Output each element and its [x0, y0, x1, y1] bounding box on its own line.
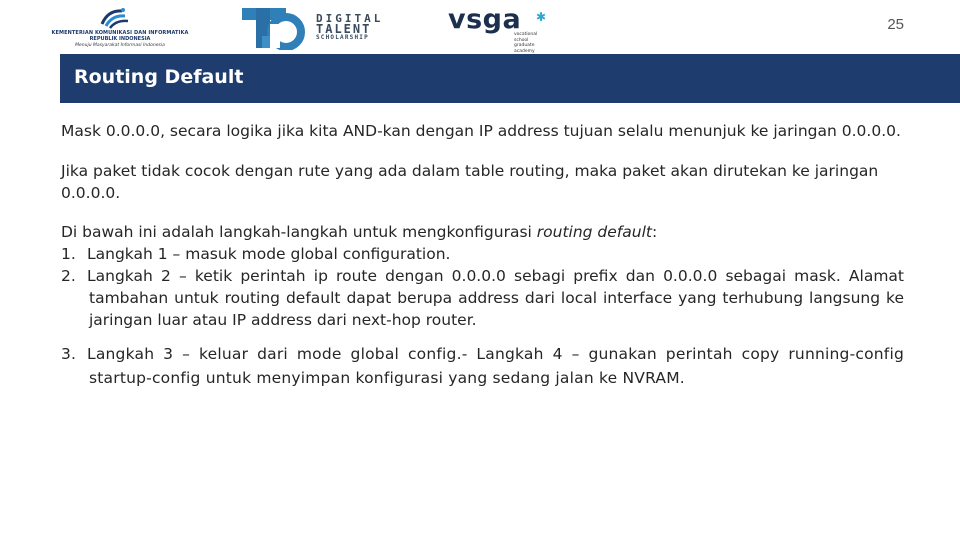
vsga-logo — [448, 4, 558, 54]
kominfo-country: REPUBLIK INDONESIA — [89, 36, 151, 42]
slide-body — [61, 120, 904, 390]
vsga-sub-vocational: vocational — [514, 32, 538, 37]
steps-intro-text: Di bawah ini adalah langkah-langkah untuk mengkonfigurasi — [61, 223, 537, 241]
kominfo-emblem-icon — [98, 6, 130, 30]
logo-header — [0, 0, 960, 54]
vsga-subtitle — [514, 32, 554, 54]
kominfo-name: KEMENTERIAN KOMUNIKASI DAN INFORMATIKA — [51, 30, 189, 36]
steps-intro-term: routing default — [536, 223, 652, 241]
step-2 — [61, 265, 904, 331]
page-number: 25 — [887, 16, 904, 33]
steps-list — [61, 221, 904, 390]
steps-intro — [61, 221, 904, 243]
vsga-wordmark: vsga — [448, 4, 522, 35]
step-3-text: Langkah 3 – keluar dari mode global config.- Langkah 4 – gunakan perintah copy running-config startup-config untuk menyimpan konfigurasi yang sedang jalan ke NVRAM. — [87, 345, 904, 387]
vsga-sub-graduate: graduate — [514, 43, 535, 48]
step-3 — [61, 342, 904, 390]
step-2-number: 2. — [61, 267, 76, 285]
dts-word-scholarship: SCHOLARSHIP — [316, 34, 369, 41]
dts-mark-icon — [240, 6, 308, 50]
vsga-sub-school: school — [514, 37, 529, 43]
title-bar — [60, 54, 960, 103]
paragraph-mask: Mask 0.0.0.0, secara logika jika kita AND-kan dengan IP address tujuan selalu menunjuk ke jaringan 0.0.0.0. — [61, 122, 901, 140]
step-1 — [61, 243, 904, 265]
paragraph-unmatched-packet: Jika paket tidak cocok dengan rute yang ada dalam table routing, maka paket akan dirutekan ke jaringan 0.0.0.0. — [61, 162, 879, 202]
kominfo-tagline: Menuju Masyarakat Informasi Indonesia — [75, 43, 165, 48]
vsga-sub-academy: academy — [514, 48, 535, 54]
step-2-text: Langkah 2 – ketik perintah ip route dengan 0.0.0.0 sebagi prefix dan 0.0.0.0 sebagai mask. Alamat tambahan untuk routing default dapat berupa address dari local interface yang terhubung langsung ke jaringan luar atau IP address dari next-hop router. — [87, 267, 904, 329]
kominfo-logo — [40, 4, 200, 50]
digital-talent-logo — [240, 6, 410, 50]
dts-word-digital: DIGITAL — [316, 12, 384, 25]
step-1-text: Langkah 1 – masuk mode global configuration. — [87, 245, 451, 263]
vsga-spark-icon: ✱ — [536, 10, 547, 24]
steps-intro-colon: : — [651, 223, 658, 241]
step-3-number: 3. — [61, 345, 77, 363]
slide-title: Routing Default — [74, 66, 244, 88]
step-1-number: 1. — [61, 245, 76, 263]
dts-word-talent: TALENT — [316, 22, 372, 36]
